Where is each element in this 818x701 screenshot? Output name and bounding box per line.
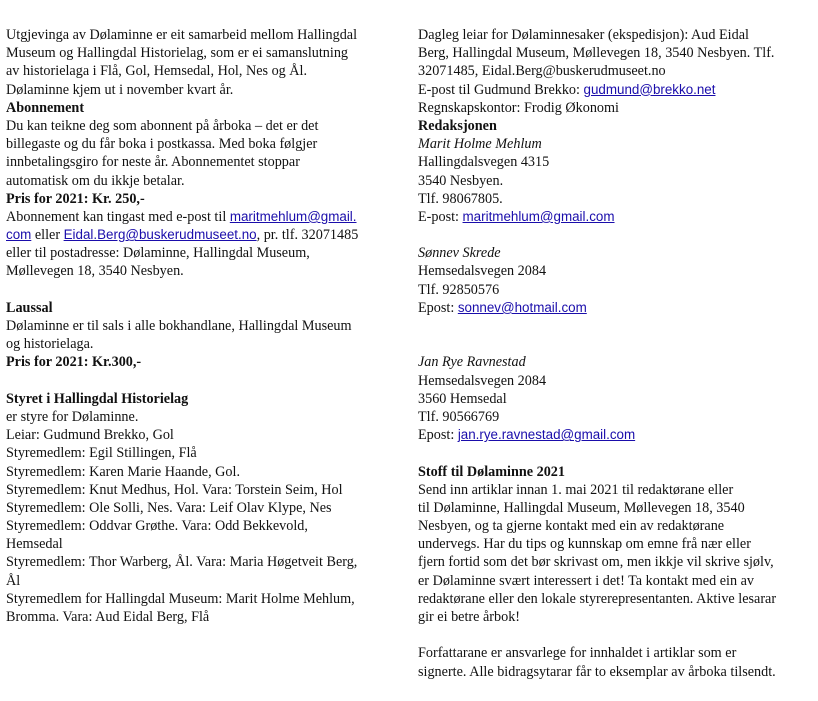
editor2-phone: Tlf. 92850576: [418, 281, 500, 298]
styret-line: Leiar: Gudmund Brekko, Gol: [6, 427, 174, 444]
styret-line: Hemsedal: [6, 536, 63, 553]
email-label: Epost:: [418, 299, 458, 316]
editor2-email-line: [418, 299, 810, 317]
dagleg-line: Dagleg leiar for Dølaminnesaker (ekspedisjon): Aud Eidal: [418, 27, 749, 43]
intro-line: Dølaminne kjem ut i november kvart år.: [6, 81, 234, 98]
order-prefix: Abonnement kan tingast med e-post til: [6, 208, 230, 225]
order-line: [6, 208, 390, 226]
order-line: [6, 226, 390, 244]
editor1-city: 3540 Nesbyen.: [418, 172, 504, 189]
order-line: eller til postadresse: Dølaminne, Hallingdal Museum,: [6, 245, 310, 262]
abonnement-line: Du kan teikne deg som abonnent på årboka – det er det: [6, 117, 319, 134]
regnskap-line: Regnskapskontor: Frodig Økonomi: [418, 99, 619, 116]
editor3-phone: Tlf. 90566769: [418, 408, 500, 425]
abonnement-line: billegaste og du får boka i postkassa. Med boka følgjer: [6, 136, 318, 153]
stoff-line: redaktørane eller den lokale styrerepresentanten. Aktive lesarar: [418, 590, 777, 607]
stoff-line: Nesbyen, og ta gjerne kontakt med ein av redaktørane: [418, 518, 725, 535]
styret-line: Styremedlem: Knut Medhus, Hol. Vara: Torstein Seim, Hol: [6, 481, 343, 498]
email-label: Epost:: [418, 427, 458, 444]
email-link-editor3[interactable]: jan.rye.ravnestad@gmail.com: [457, 427, 636, 443]
stoff-line: fjern fortid som det bør skrivast om, men ikkje vil skrive sjølv,: [418, 554, 774, 571]
laussal-line: og historielaga.: [6, 336, 94, 353]
abonnement-price: Pris for 2021: Kr. 250,-: [6, 190, 145, 207]
stoff-line: er Dølaminne svært interessert i det! Ta kontakt med ein av: [418, 572, 754, 589]
editor2-name: Sønnev Skrede: [418, 245, 501, 262]
abonnement-line: automatisk om du ikkje betalar.: [6, 172, 185, 189]
intro-line: Museum og Hallingdal Historielag, som er ei samanslutning: [6, 45, 349, 62]
editor1-phone: Tlf. 98067805.: [418, 190, 503, 207]
dagleg-line: Berg, Hallingdal Museum, Møllevegen 18, 3540 Nesbyen. Tlf.: [418, 45, 775, 62]
email-link-marit-part2[interactable]: com: [6, 227, 32, 243]
laussal-heading: Laussal: [6, 299, 53, 316]
dagleg-line: 32071485, Eidal.Berg@buskerudmuseet.no: [418, 63, 666, 80]
editor3-address: Hemsedalsvegen 2084: [418, 372, 547, 389]
styret-line: Styremedlem: Ole Solli, Nes. Vara: Leif Olav Klype, Nes: [6, 499, 332, 516]
stoff-line: til Dølaminne, Hallingdal Museum, Møllevegen 18, 3540: [418, 499, 745, 516]
intro-line: av historielaga i Flå, Gol, Hemsedal, Hol, Nes og Ål.: [6, 63, 308, 80]
email-link-editor2[interactable]: sonnev@hotmail.com: [457, 299, 587, 315]
editor3-city: 3560 Hemsedal: [418, 390, 507, 407]
styret-line: Ål: [6, 572, 21, 589]
order-line: Møllevegen 18, 3540 Nesbyen.: [6, 263, 184, 280]
styret-line: Styremedlem: Karen Marie Haande, Gol.: [6, 463, 241, 480]
editor3-name: Jan Rye Ravnestad: [418, 354, 526, 371]
laussal-price: Pris for 2021: Kr.300,-: [6, 354, 142, 371]
styret-line: er styre for Dølaminne.: [6, 408, 139, 425]
email-link-gudmund[interactable]: gudmund@brekko.net: [583, 81, 716, 97]
editor1-name: Marit Holme Mehlum: [418, 136, 542, 153]
abonnement-heading: Abonnement: [6, 99, 85, 116]
left-column: [6, 26, 390, 626]
styret-line: Styremedlem: Thor Warberg, Ål. Vara: Maria Høgetveit Berg,: [6, 554, 358, 571]
email-link-editor1[interactable]: maritmehlum@gmail.com: [462, 208, 615, 224]
forfattarar-line: Forfattarane er ansvarlege for innhaldet i artiklar som er: [418, 645, 737, 662]
editor3-email-line: [418, 426, 810, 444]
email-link-marit-part1[interactable]: maritmehlum@gmail.: [229, 208, 357, 224]
order-suffix: , pr. tlf. 32071485: [256, 227, 359, 244]
epost-prefix: E-post til Gudmund Brekko:: [418, 81, 584, 98]
stoff-line: gir ei betre årbok!: [418, 609, 521, 625]
laussal-line: Dølaminne er til sals i alle bokhandlane, Hallingdal Museum: [6, 318, 352, 334]
redaksjonen-heading: Redaksjonen: [418, 117, 497, 134]
email-link-eidal[interactable]: Eidal.Berg@buskerudmuseet.no: [63, 227, 257, 243]
styret-line: Styremedlem: Oddvar Grøthe. Vara: Odd Bekkevold,: [6, 518, 308, 535]
forfattarar-line: signerte. Alle bidragsytarar får to eksemplar av årboka tilsendt.: [418, 663, 776, 680]
styret-line: Styremedlem: Egil Stillingen, Flå: [6, 445, 197, 462]
order-mid: eller: [31, 227, 64, 244]
right-column: [418, 26, 810, 681]
email-label: E-post:: [418, 208, 463, 225]
editor1-address: Hallingdalsvegen 4315: [418, 154, 550, 171]
abonnement-line: innbetalingsgiro for neste år. Abonnementet stoppar: [6, 154, 300, 171]
stoff-line: undervegs. Har du tips og kunnskap om emne frå nær eller: [418, 536, 751, 553]
editor2-address: Hemsedalsvegen 2084: [418, 263, 547, 280]
styret-line: Styremedlem for Hallingdal Museum: Marit Holme Mehlum,: [6, 590, 355, 607]
epost-gudmund-line: [418, 81, 810, 99]
intro-line: Utgjevinga av Dølaminne er eit samarbeid mellom Hallingdal: [6, 27, 358, 43]
styret-heading: Styret i Hallingdal Historielag: [6, 390, 189, 407]
editor1-email-line: [418, 208, 810, 226]
styret-line: Bromma. Vara: Aud Eidal Berg, Flå: [6, 609, 210, 625]
stoff-heading: Stoff til Dølaminne 2021: [418, 463, 565, 480]
stoff-line: Send inn artiklar innan 1. mai 2021 til redaktørane eller: [418, 481, 734, 498]
